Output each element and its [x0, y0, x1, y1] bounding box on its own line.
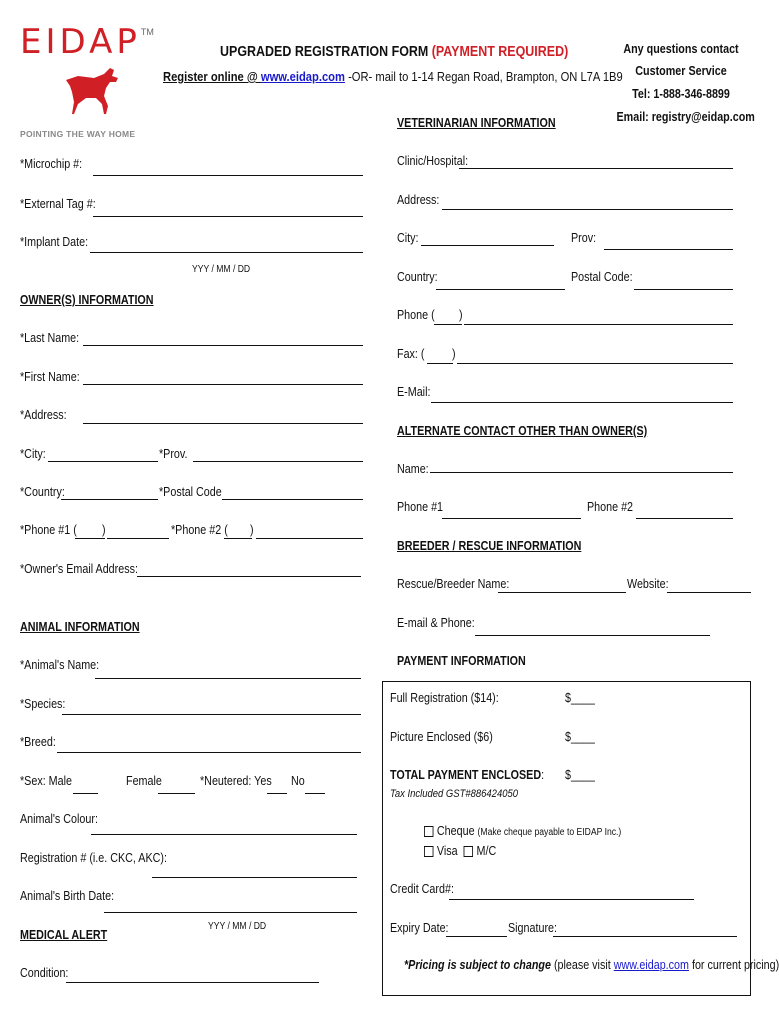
- vet-prov-field[interactable]: [604, 249, 733, 250]
- expiry-label: Expiry Date:: [390, 921, 449, 935]
- colour-label: Animal's Colour:: [20, 812, 98, 826]
- vet-fax-close: ): [452, 347, 456, 361]
- condition-label: Condition:: [20, 966, 69, 980]
- phone2-close: ): [250, 523, 254, 537]
- breeder-header: BREEDER / RESCUE INFORMATION: [397, 539, 582, 553]
- species-field[interactable]: [62, 714, 361, 715]
- pricing-end: for current pricing): [688, 958, 779, 972]
- vet-city-field[interactable]: [421, 245, 554, 246]
- implant-date-field[interactable]: [90, 252, 363, 253]
- title-payment: (PAYMENT REQUIRED): [431, 44, 569, 60]
- total-text: TOTAL PAYMENT ENCLOSED: [390, 768, 542, 782]
- signature-field[interactable]: [553, 936, 737, 937]
- vet-city-label: City:: [397, 231, 419, 245]
- sex-female-field[interactable]: [158, 793, 195, 794]
- birth-date-label: Animal's Birth Date:: [20, 889, 115, 903]
- vet-address-label: Address:: [397, 193, 440, 207]
- birth-date-field[interactable]: [104, 912, 357, 913]
- phone1-close: ): [102, 523, 106, 537]
- vet-phone-area-field[interactable]: [434, 324, 462, 325]
- website-label: Website:: [627, 577, 669, 591]
- pricing-mid: (please visit: [550, 958, 614, 972]
- card-options: [424, 844, 496, 858]
- external-tag-label: *External Tag #:: [20, 197, 96, 211]
- implant-date-label: *Implant Date:: [20, 235, 89, 249]
- vet-postal-label: Postal Code:: [571, 270, 633, 284]
- medical-header: MEDICAL ALERT: [20, 928, 108, 942]
- vet-postal-field[interactable]: [634, 289, 733, 290]
- vet-fax-area-field[interactable]: [427, 363, 453, 364]
- registration-field[interactable]: [152, 877, 357, 878]
- contact-line3: Tel: 1-888-346-8899: [632, 87, 730, 101]
- owner-email-field[interactable]: [137, 576, 361, 577]
- prov-field[interactable]: [193, 461, 363, 462]
- vet-header: VETERINARIAN INFORMATION: [397, 116, 556, 130]
- alt-phone2-field[interactable]: [636, 518, 733, 519]
- alt-contact-header: ALTERNATE CONTACT OTHER THAN OWNER(S): [397, 424, 648, 438]
- female-label: Female: [126, 774, 162, 788]
- address-field[interactable]: [83, 423, 363, 424]
- signature-label: Signature:: [508, 921, 558, 935]
- cheque-label: Cheque: [436, 824, 475, 838]
- sub-suffix: -OR- mail to 1-14 Regan Road, Brampton, ON L7A 1B9: [344, 69, 623, 84]
- credit-card-label: Credit Card#:: [390, 882, 454, 896]
- clinic-label: Clinic/Hospital:: [397, 154, 469, 168]
- sex-label: *Sex: Male: [20, 774, 72, 788]
- prov-label: *Prov.: [159, 447, 188, 461]
- total-label: [390, 768, 544, 782]
- cheque-note: (Make cheque payable to EIDAP Inc.): [477, 827, 622, 838]
- tax-note: Tax Included GST#886424050: [390, 788, 518, 800]
- mc-checkbox[interactable]: [464, 846, 473, 857]
- alt-phone2-label: Phone #2: [587, 500, 634, 514]
- page-title: [220, 44, 568, 60]
- condition-field[interactable]: [66, 982, 319, 983]
- alt-phone1-label: Phone #1: [397, 500, 444, 514]
- picture-enclosed-label: Picture Enclosed ($6): [390, 730, 493, 744]
- vet-phone-field[interactable]: [464, 324, 733, 325]
- alt-phone1-field[interactable]: [442, 518, 581, 519]
- city-label: *City:: [20, 447, 46, 461]
- microchip-label: *Microchip #:: [20, 157, 83, 171]
- neutered-yes-field[interactable]: [267, 793, 287, 794]
- neutered-no-field[interactable]: [305, 793, 325, 794]
- logo-brand: EIDAP: [20, 22, 141, 62]
- pricing-note: [404, 958, 779, 972]
- microchip-field[interactable]: [93, 175, 363, 176]
- species-label: *Species:: [20, 697, 66, 711]
- external-tag-field[interactable]: [93, 216, 363, 217]
- picture-enclosed-amount[interactable]: $____: [565, 730, 595, 744]
- cheque-checkbox[interactable]: [424, 826, 433, 837]
- cheque-option[interactable]: [424, 824, 621, 838]
- sub-prefix: Register online @: [163, 69, 261, 84]
- breed-field[interactable]: [57, 752, 361, 753]
- register-link[interactable]: www.eidap.com: [260, 69, 345, 84]
- last-name-label: *Last Name:: [20, 331, 80, 345]
- first-name-label: *First Name:: [20, 370, 80, 384]
- vet-country-label: Country:: [397, 270, 438, 284]
- first-name-field[interactable]: [83, 384, 363, 385]
- phone2-field[interactable]: [256, 538, 363, 539]
- vet-fax-label: Fax: (: [397, 347, 425, 361]
- clinic-field[interactable]: [459, 168, 733, 169]
- postal-field[interactable]: [222, 499, 363, 500]
- logo-tm: TM: [140, 27, 154, 37]
- phone2-label: *Phone #2 (: [171, 523, 228, 537]
- city-field[interactable]: [48, 461, 158, 462]
- registration-label: Registration # (i.e. CKC, AKC):: [20, 851, 167, 865]
- full-registration-amount[interactable]: $____: [565, 691, 595, 705]
- contact-line2: Customer Service: [635, 64, 727, 78]
- dog-logo-icon: [64, 66, 120, 116]
- country-field[interactable]: [61, 499, 158, 500]
- birth-date-hint: YYY / MM / DD: [208, 921, 267, 932]
- contact-line1: Any questions contact: [623, 42, 739, 56]
- animal-name-field[interactable]: [95, 678, 361, 679]
- address-label: *Address:: [20, 408, 67, 422]
- website-field[interactable]: [667, 592, 751, 593]
- title-main: UPGRADED REGISTRATION FORM: [220, 44, 432, 60]
- alt-name-field[interactable]: [430, 472, 733, 473]
- implant-date-hint: YYY / MM / DD: [192, 264, 251, 275]
- logo: [20, 22, 154, 62]
- vet-phone-label: Phone (: [397, 308, 435, 322]
- total-amount[interactable]: $____: [565, 768, 595, 782]
- animal-header: ANIMAL INFORMATION: [20, 620, 140, 634]
- neutered-label: *Neutered: Yes: [200, 774, 272, 788]
- payment-box: [382, 681, 751, 996]
- last-name-field[interactable]: [83, 345, 363, 346]
- vet-country-field[interactable]: [436, 289, 565, 290]
- logo-tagline: POINTING THE WAY HOME: [20, 129, 136, 139]
- sex-male-field[interactable]: [73, 793, 98, 794]
- animal-name-label: *Animal's Name:: [20, 658, 100, 672]
- phone1-label: *Phone #1 (: [20, 523, 77, 537]
- vet-email-field[interactable]: [431, 402, 733, 403]
- breeder-email-phone-field[interactable]: [475, 635, 710, 636]
- breeder-name-label: Rescue/Breeder Name:: [397, 577, 510, 591]
- breeder-name-field[interactable]: [498, 592, 626, 593]
- alt-name-label: Name:: [397, 462, 429, 476]
- subtitle: [163, 69, 623, 84]
- expiry-field[interactable]: [446, 936, 507, 937]
- pricing-bold: *Pricing is subject to change: [404, 958, 551, 972]
- payment-header: PAYMENT INFORMATION: [397, 654, 526, 668]
- visa-checkbox[interactable]: [424, 846, 433, 857]
- phone1-field[interactable]: [107, 538, 169, 539]
- phone2-area-field[interactable]: [224, 538, 252, 539]
- breeder-email-phone-label: E-mail & Phone:: [397, 616, 475, 630]
- mc-label: M/C: [476, 844, 497, 858]
- vet-prov-label: Prov:: [571, 231, 597, 245]
- owner-header: OWNER(S) INFORMATION: [20, 293, 154, 307]
- colour-field[interactable]: [91, 834, 357, 835]
- total-colon: :: [541, 768, 545, 782]
- neutered-no-label: No: [291, 774, 305, 788]
- postal-label: *Postal Code: [159, 485, 222, 499]
- pricing-link[interactable]: www.eidap.com: [613, 958, 689, 972]
- credit-card-field[interactable]: [449, 899, 694, 900]
- vet-fax-field[interactable]: [457, 363, 733, 364]
- vet-address-field[interactable]: [442, 209, 733, 210]
- phone1-area-field[interactable]: [75, 538, 105, 539]
- country-label: *Country:: [20, 485, 65, 499]
- vet-phone-close: ): [459, 308, 463, 322]
- visa-label: Visa: [436, 844, 458, 858]
- breed-label: *Breed:: [20, 735, 56, 749]
- full-registration-label: Full Registration ($14):: [390, 691, 499, 705]
- contact-line4: Email: registry@eidap.com: [616, 110, 755, 124]
- owner-email-label: *Owner's Email Address:: [20, 562, 138, 576]
- vet-email-label: E-Mail:: [397, 385, 431, 399]
